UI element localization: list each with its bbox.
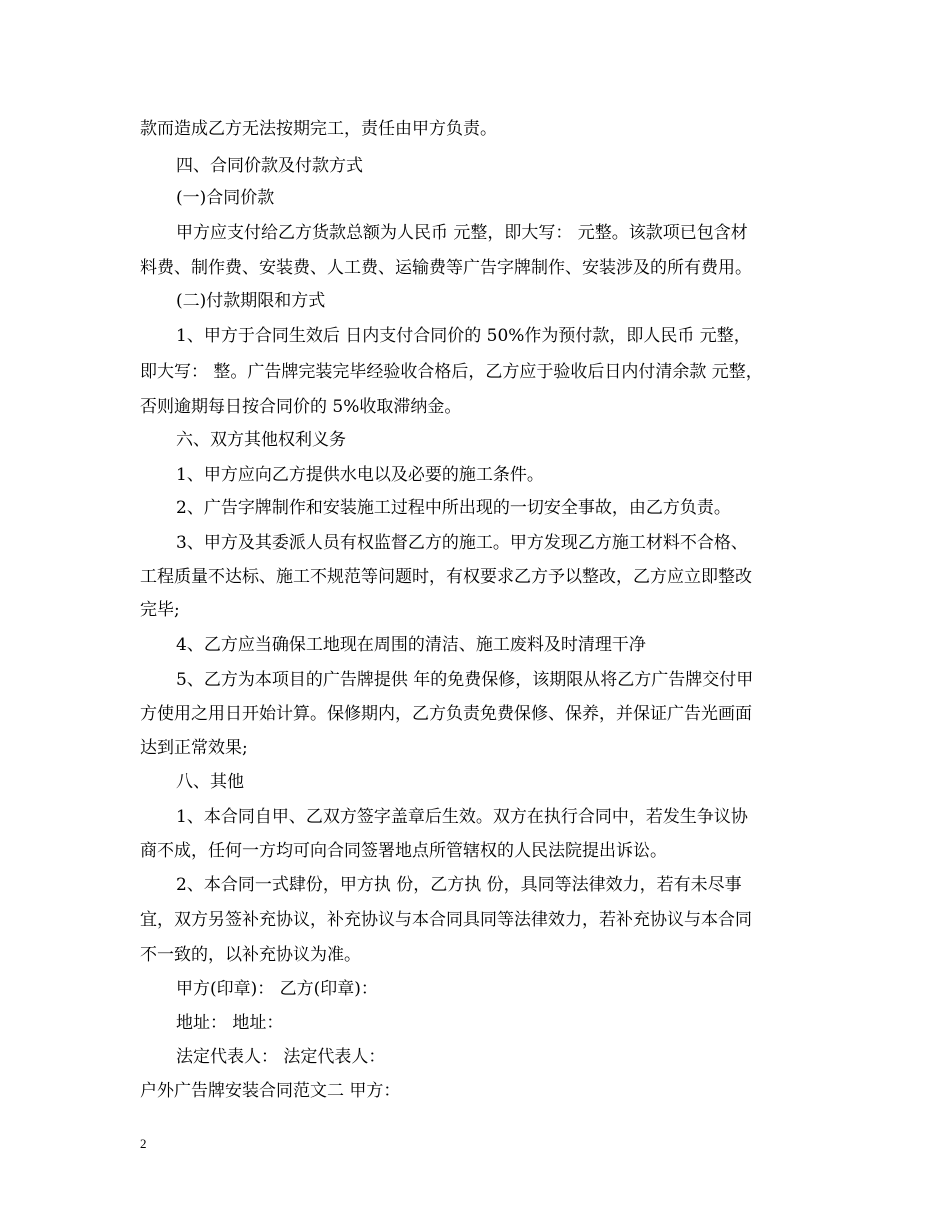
text-line: 1、甲方于合同生效后 日内支付合同价的 50%作为预付款，即人民币 元整， (176, 326, 751, 346)
signature-line: 甲方(印章)： 乙方(印章)： (176, 979, 378, 999)
address-line: 地址： 地址： (176, 1013, 284, 1033)
text-line: 达到正常效果; (140, 738, 248, 758)
text-line: 款而造成乙方无法按期完工，责任由甲方负责。 (140, 119, 497, 139)
subsection-heading: (一)合同价款 (176, 188, 275, 208)
text-line: 2、本合同一式肆份，甲方执 份，乙方执 份，具同等法律效力，若有未尽事 (176, 875, 742, 895)
text-line: 4、乙方应当确保工地现在周围的清洁、施工废料及时清理干净 (176, 635, 646, 655)
subsection-heading: (二)付款期限和方式 (176, 291, 326, 311)
text-line: 甲方应支付给乙方货款总额为人民币 元整，即大写： 元整。该款项已包含材 (176, 223, 748, 243)
text-line: 料费、制作费、安装费、人工费、运输费等广告字牌制作、安装涉及的所有费用。 (140, 258, 752, 278)
section-heading: 四、合同价款及付款方式 (176, 156, 363, 176)
representative-line: 法定代表人： 法定代表人： (176, 1047, 386, 1067)
text-line: 方使用之用日开始计算。保修期内，乙方负责免费保修、保养，并保证广告光画面 (140, 704, 752, 724)
text-line: 2、广告字牌制作和安装施工过程中所出现的一切安全事故，由乙方负责。 (176, 498, 731, 518)
text-line: 1、甲方应向乙方提供水电以及必要的施工条件。 (176, 465, 544, 485)
text-line: 宜，双方另签补充协议，补充协议与本合同具同等法律效力，若补充协议与本合同 (140, 910, 752, 930)
page-number: 2 (140, 1136, 147, 1151)
text-line: 否则逾期每日按合同价的 5%收取滞纳金。 (140, 397, 462, 417)
text-line: 不一致的，以补充协议为准。 (140, 945, 361, 965)
text-line: 3、甲方及其委派人员有权监督乙方的施工。甲方发现乙方施工材料不合格、 (176, 533, 748, 553)
text-line: 1、本合同自甲、乙双方签字盖章后生效。双方在执行合同中，若发生争议协 (176, 807, 748, 827)
text-line: 即大写： 整。广告牌完装完毕经验收合格后，乙方应于验收后日内付清余款 元整， (140, 362, 763, 382)
section-heading: 六、双方其他权利义务 (176, 430, 346, 450)
text-line: 商不成，任何一方均可向合同签署地点所管辖权的人民法院提出诉讼。 (140, 841, 667, 861)
section-heading: 八、其他 (176, 772, 244, 792)
text-line: 工程质量不达标、施工不规范等问题时，有权要求乙方予以整改，乙方应立即整改 (140, 567, 752, 587)
text-line: 5、乙方为本项目的广告牌提供 年的免费保修，该期限从将乙方广告牌交付甲 (176, 670, 754, 690)
text-line: 完毕; (140, 600, 180, 620)
next-document-title: 户外广告牌安装合同范文二 甲方： (140, 1081, 401, 1101)
